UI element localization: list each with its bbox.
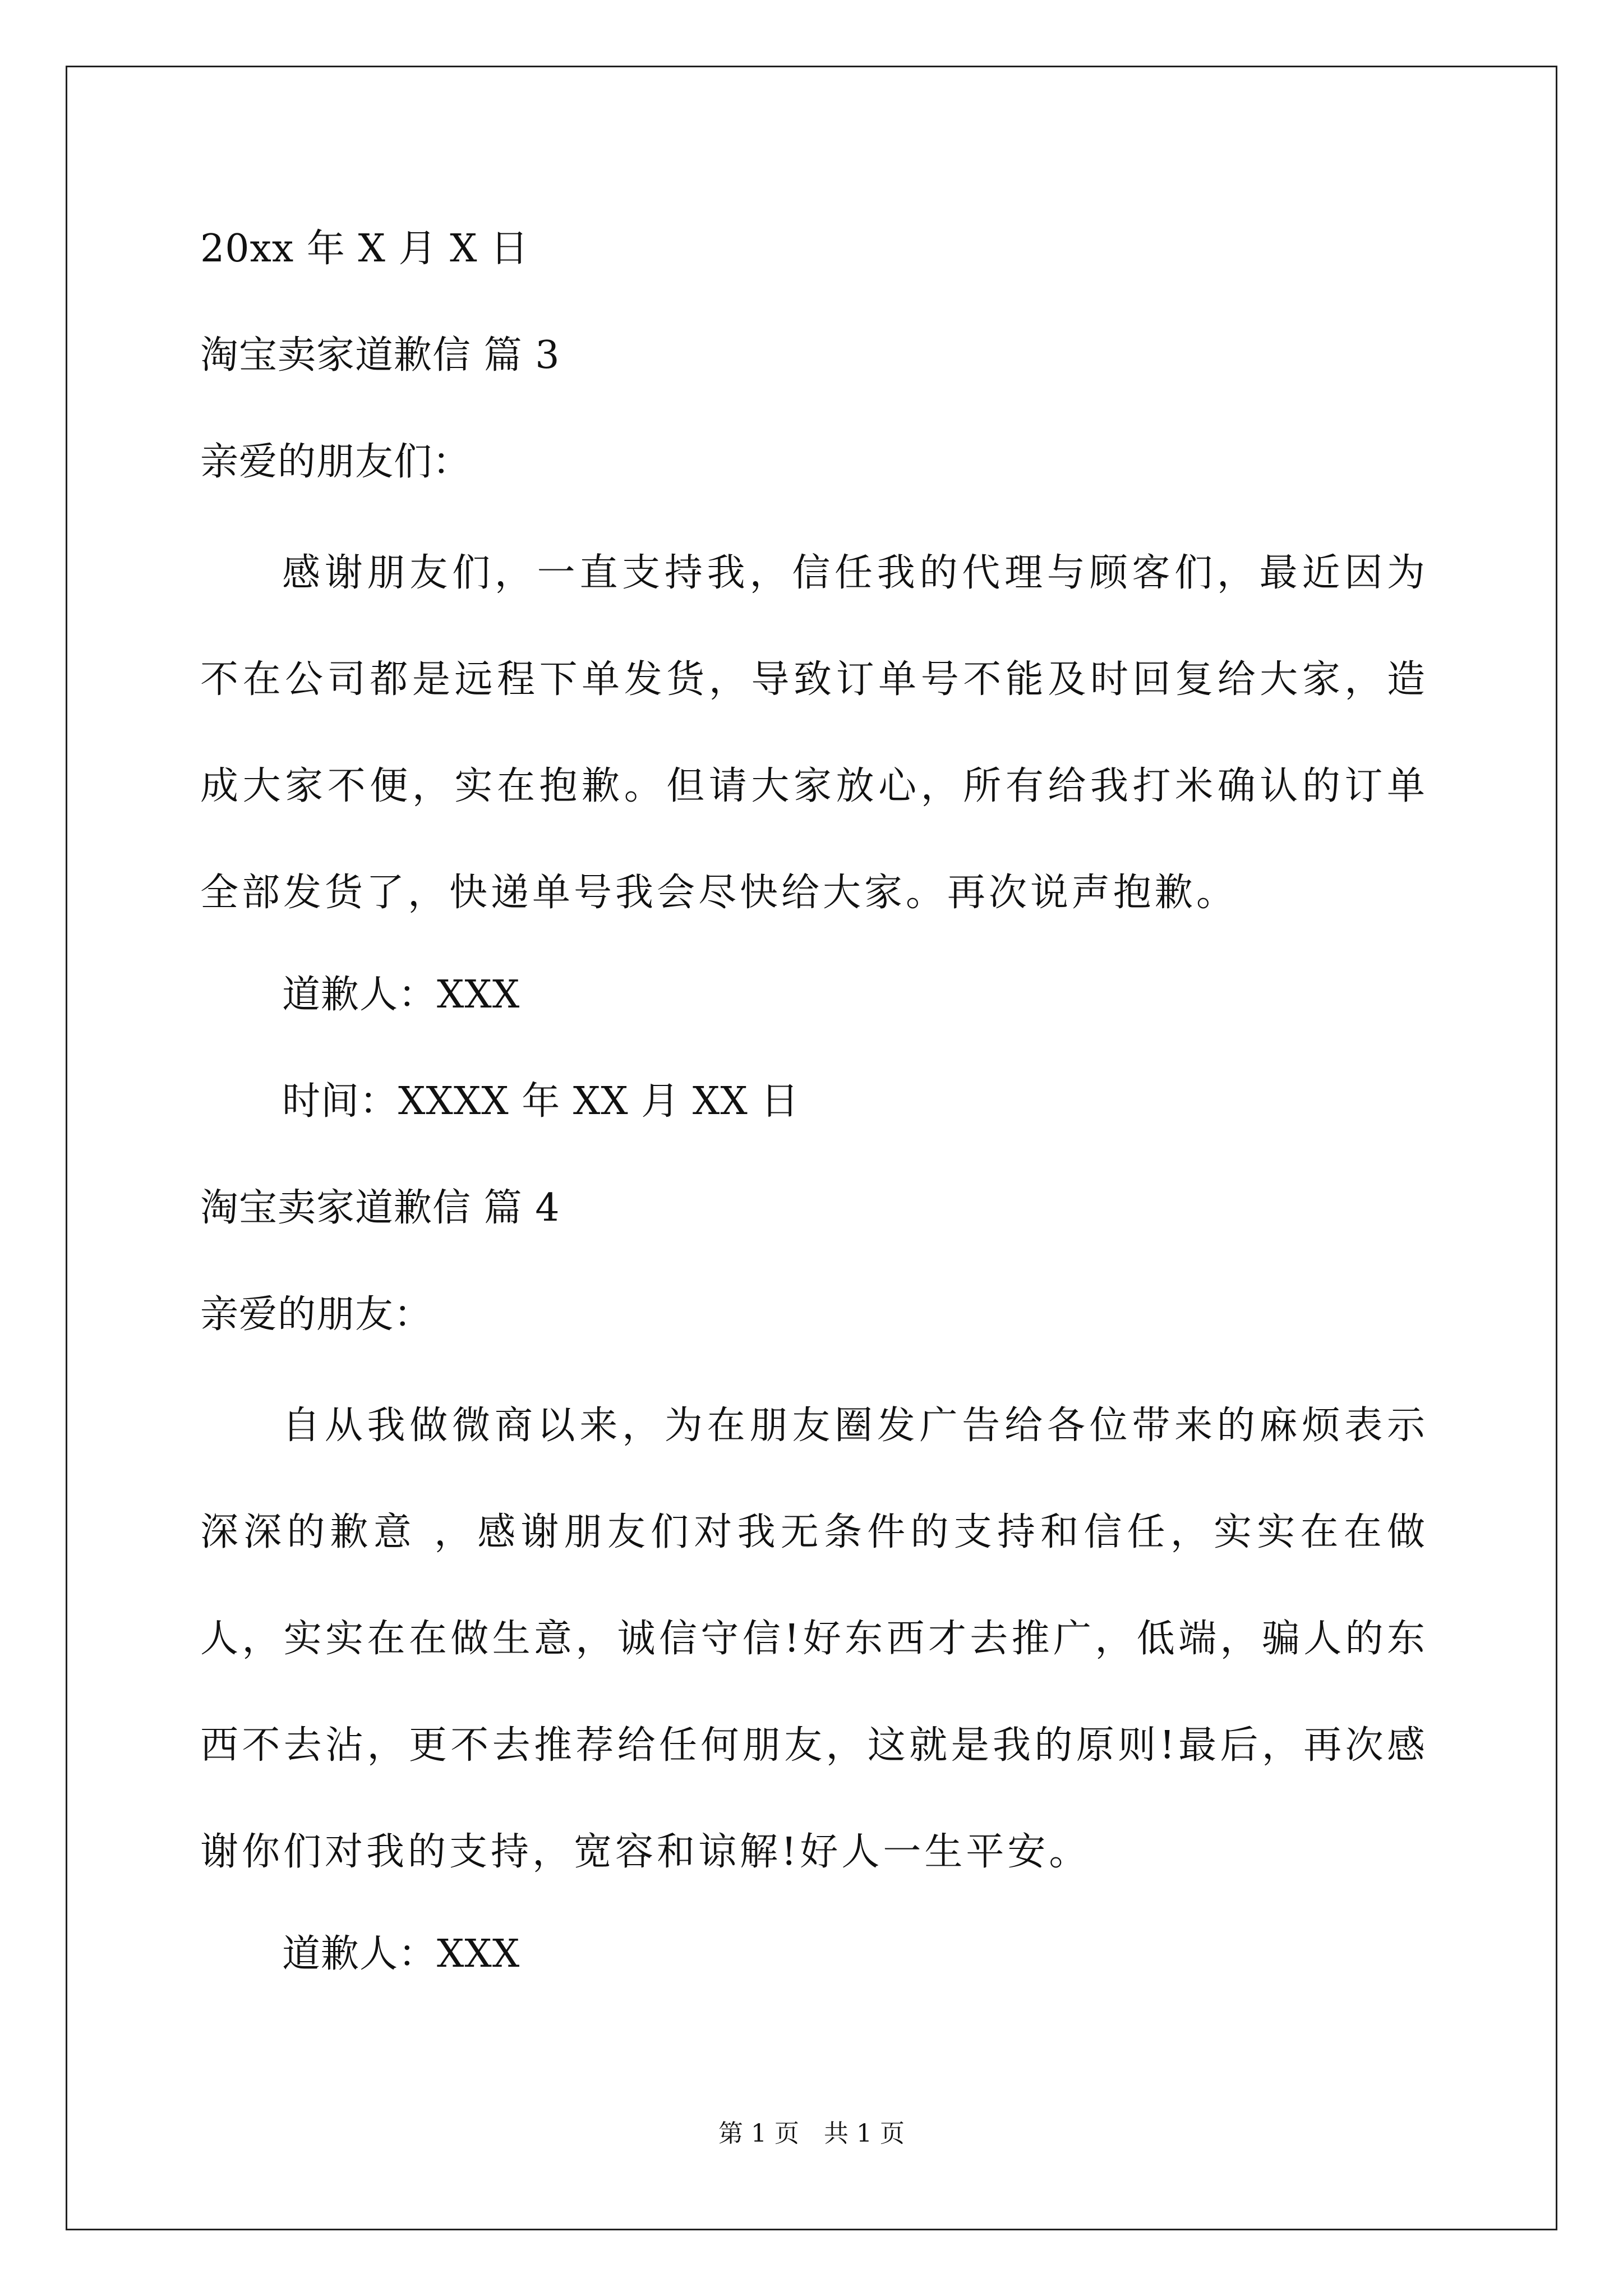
- section-4-salutation: 亲爱的朋友：: [200, 1292, 433, 1337]
- section-3-salutation: 亲爱的朋友们：: [200, 440, 472, 484]
- section-4-signer: 道歉人：XXX: [282, 1932, 520, 1976]
- section-3-signer: 道歉人：XXX: [282, 973, 520, 1017]
- page-border: [66, 66, 1557, 2230]
- section-3-body: 感谢朋友们，一直支持我，信任我的代理与顾客们，最近因为不在公司都是远程下单发货，导致订单号不能及时回复给大家，造成大家不便，实在抱歉。但请大家放心，所有给我打米确认的订单全部发货了，快递单号我会尽快给大家。再次说声抱歉。: [200, 551, 1428, 915]
- section-3-title: 淘宝卖家道歉信 篇 3: [200, 333, 560, 378]
- date-line: 20xx 年 X 月 X 日: [200, 227, 529, 271]
- section-4-title: 淘宝卖家道歉信 篇 4: [200, 1186, 560, 1230]
- section-3-time: 时间：XXXX 年 XX 月 XX 日: [282, 1079, 800, 1124]
- section-4-body: 自从我做微商以来，为在朋友圈发广告给各位带来的麻烦表示深深的歉意 ，感谢朋友们对我无条件的支持和信任，实实在在做人，实实在在做生意，诚信守信!好东西才去推广，低端，骗人的东西不去沾，更不去推荐给任何朋友，这就是我的原则!最后，再次感谢你们对我的支持，宽容和谅解!好人一生平安。: [200, 1404, 1428, 1874]
- page-number-footer: 第 1 页 共 1 页: [718, 2119, 905, 2148]
